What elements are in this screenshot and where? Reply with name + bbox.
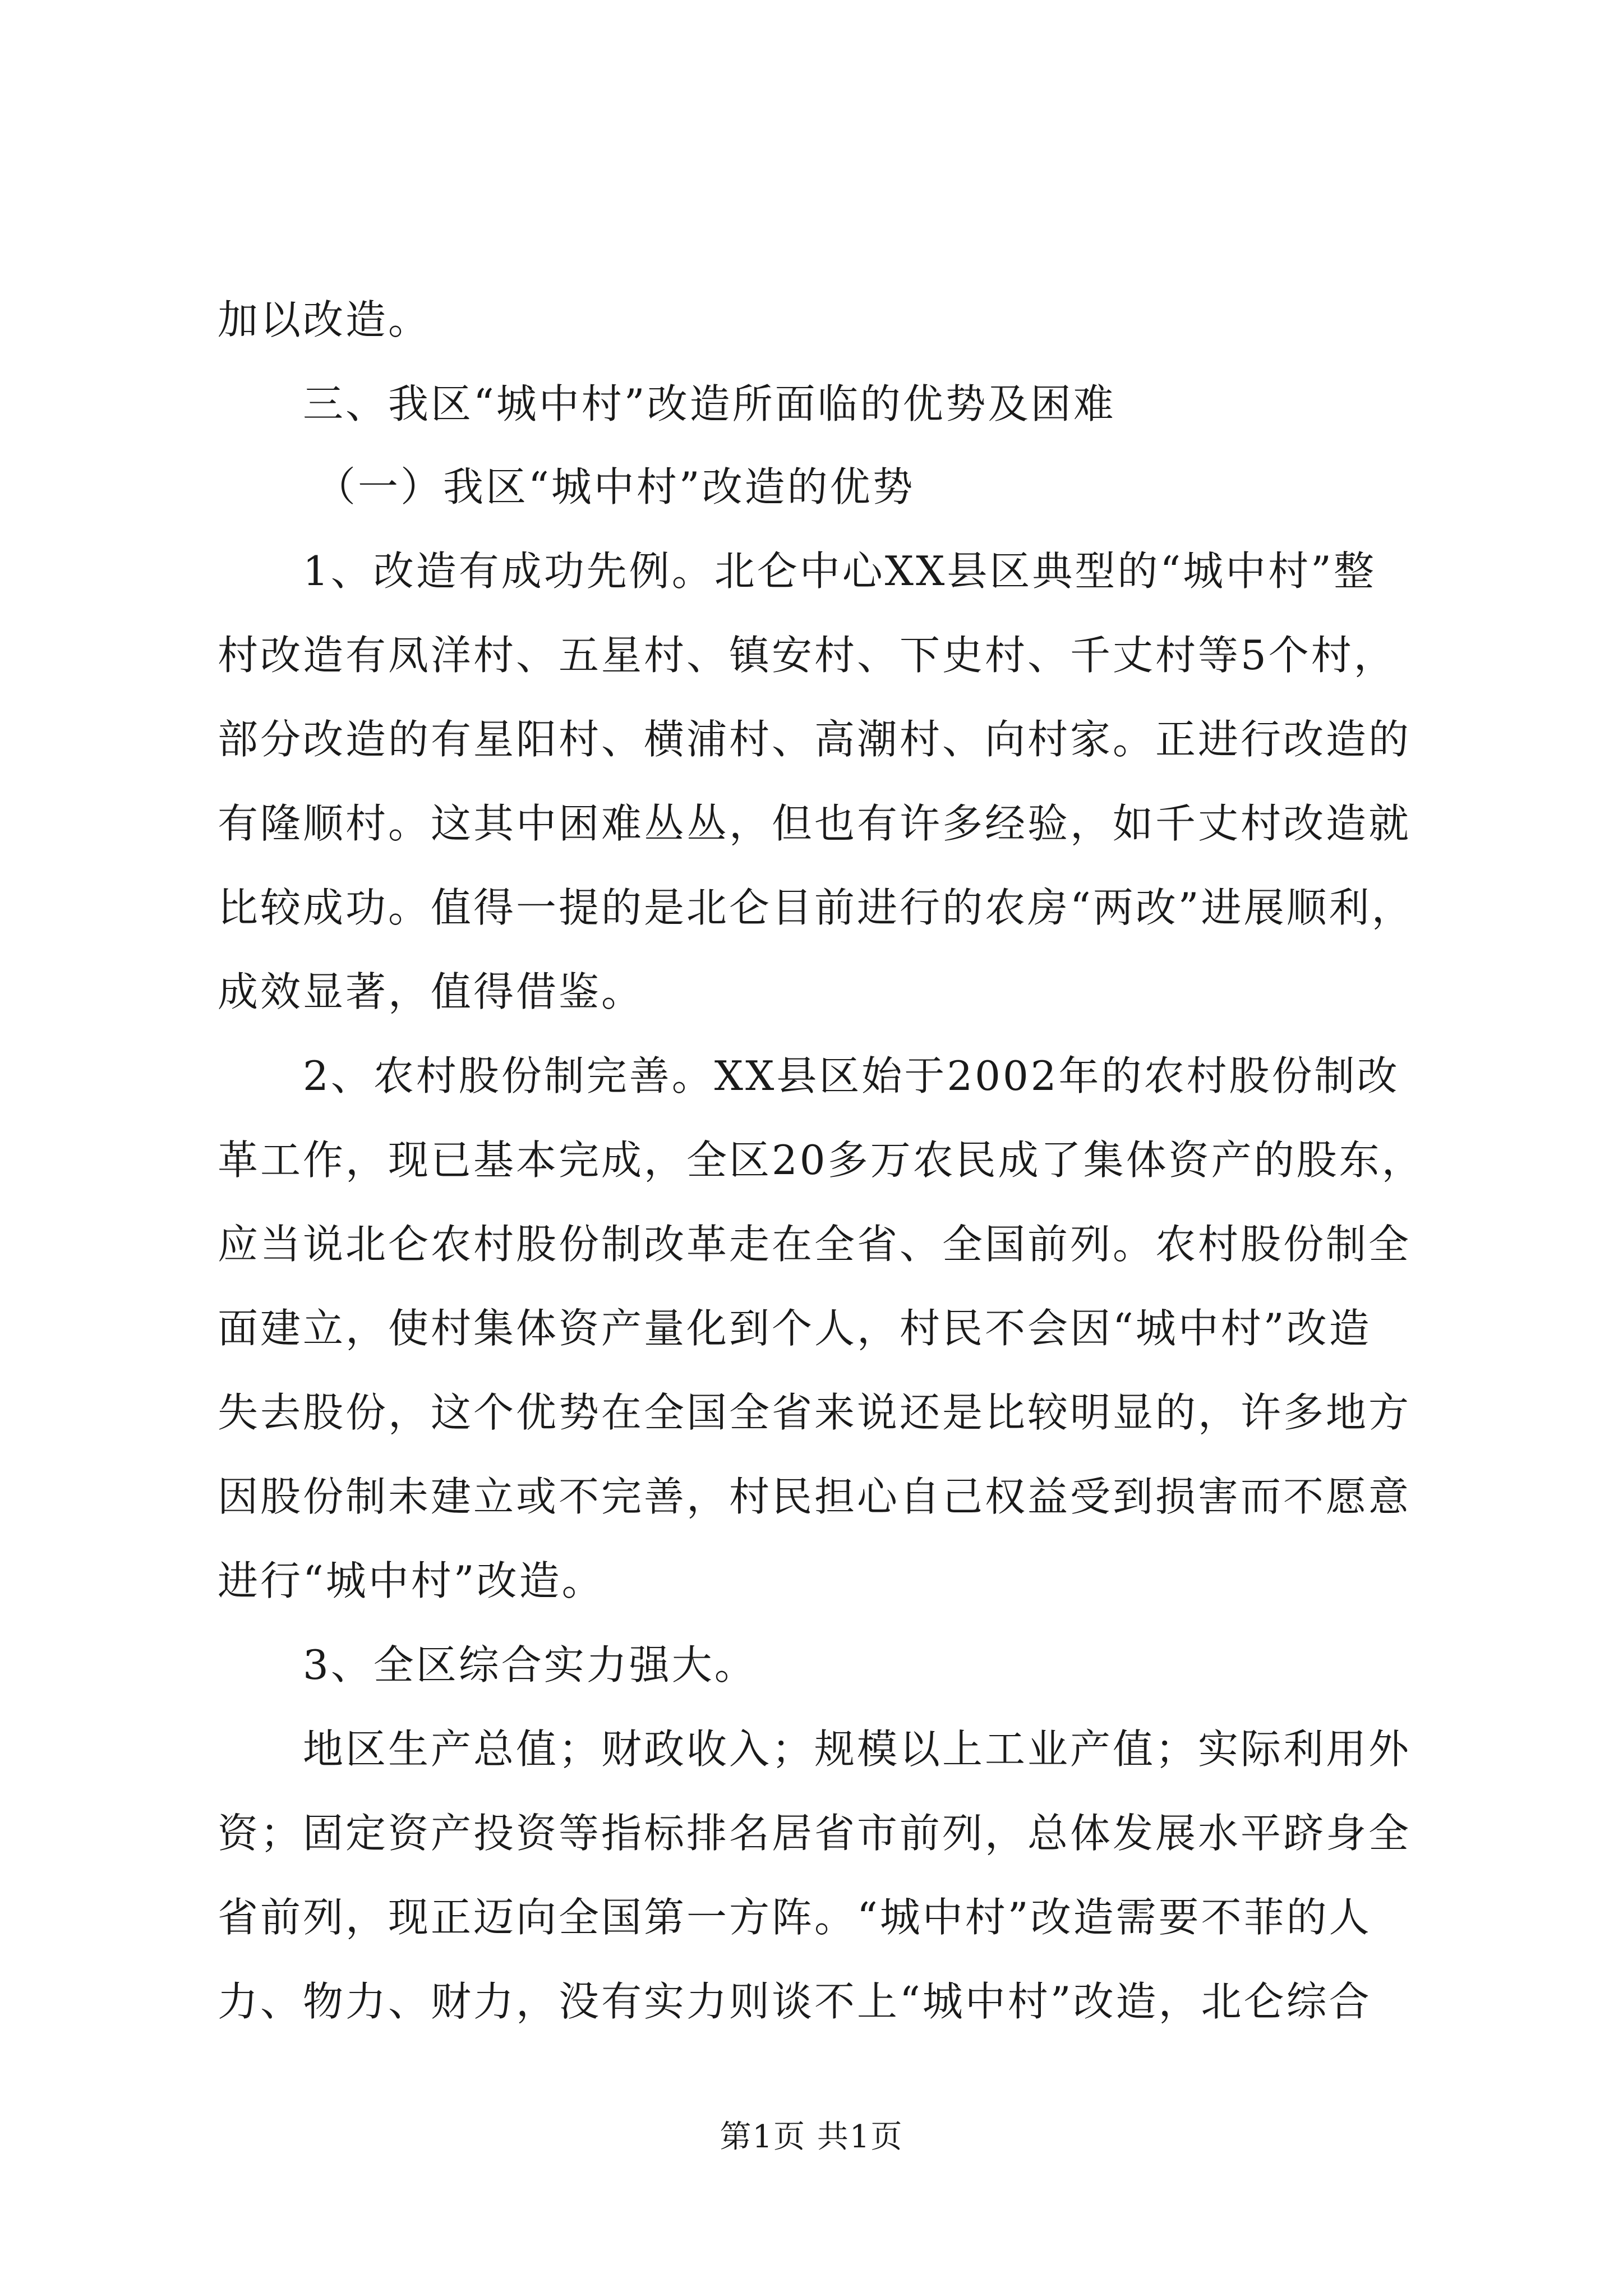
- paragraph-line: 比较成功。值得一提的是北仑目前进行的农房“两改”进展顺利，: [218, 884, 1414, 931]
- paragraph-line: 省前列，现正迈向全国第一方阵。“城中村”改造需要不菲的人: [218, 1894, 1372, 1941]
- paragraph-line: 村改造有凤洋村、五星村、镇安村、下史村、千丈村等5个村，: [218, 632, 1396, 679]
- paragraph-line: 成效显著，值得借鉴。: [218, 968, 644, 1015]
- paragraph-line: 有隆顺村。这其中困难丛丛，但也有许多经验，如千丈村改造就: [218, 800, 1412, 847]
- paragraph-line: 加以改造。: [218, 296, 431, 343]
- paragraph-line: 部分改造的有星阳村、横浦村、高潮村、向村家。正进行改造的: [218, 716, 1412, 763]
- paragraph-line: 地区生产总值；财政收入；规模以上工业产值；实际利用外: [303, 1726, 1412, 1773]
- paragraph-line: 力、物力、财力，没有实力则谈不上“城中村”改造，北仑综合: [218, 1978, 1372, 2025]
- paragraph-line: 1、改造有成功先例。北仑中心XX县区典型的“城中村”整: [303, 547, 1376, 595]
- section-heading: 三、我区“城中村”改造所面临的优势及困难: [303, 380, 1116, 427]
- subsection-heading: （一）我区“城中村”改造的优势: [315, 463, 915, 510]
- paragraph-line: 革工作，现已基本完成，全区20多万农民成了集体资产的股东，: [218, 1137, 1424, 1184]
- paragraph-line: 进行“城中村”改造。: [218, 1557, 605, 1604]
- paragraph-line: 因股份制未建立或不完善，村民担心自己权益受到损害而不愿意: [218, 1473, 1412, 1520]
- paragraph-line: 面建立，使村集体资产量化到个人，村民不会因“城中村”改造: [218, 1305, 1372, 1352]
- paragraph-line: 失去股份，这个优势在全国全省来说还是比较明显的，许多地方: [218, 1389, 1412, 1436]
- page-number-footer: 第1页 共1页: [720, 2119, 903, 2155]
- paragraph-line: 3、全区综合实力强大。: [303, 1641, 757, 1688]
- paragraph-line: 2、农村股份制完善。XX县区始于2002年的农村股份制改: [303, 1052, 1400, 1099]
- paragraph-line: 应当说北仑农村股份制改革走在全省、全国前列。农村股份制全: [218, 1221, 1412, 1268]
- paragraph-line: 资；固定资产投资等指标排名居省市前列，总体发展水平跻身全: [218, 1810, 1412, 1857]
